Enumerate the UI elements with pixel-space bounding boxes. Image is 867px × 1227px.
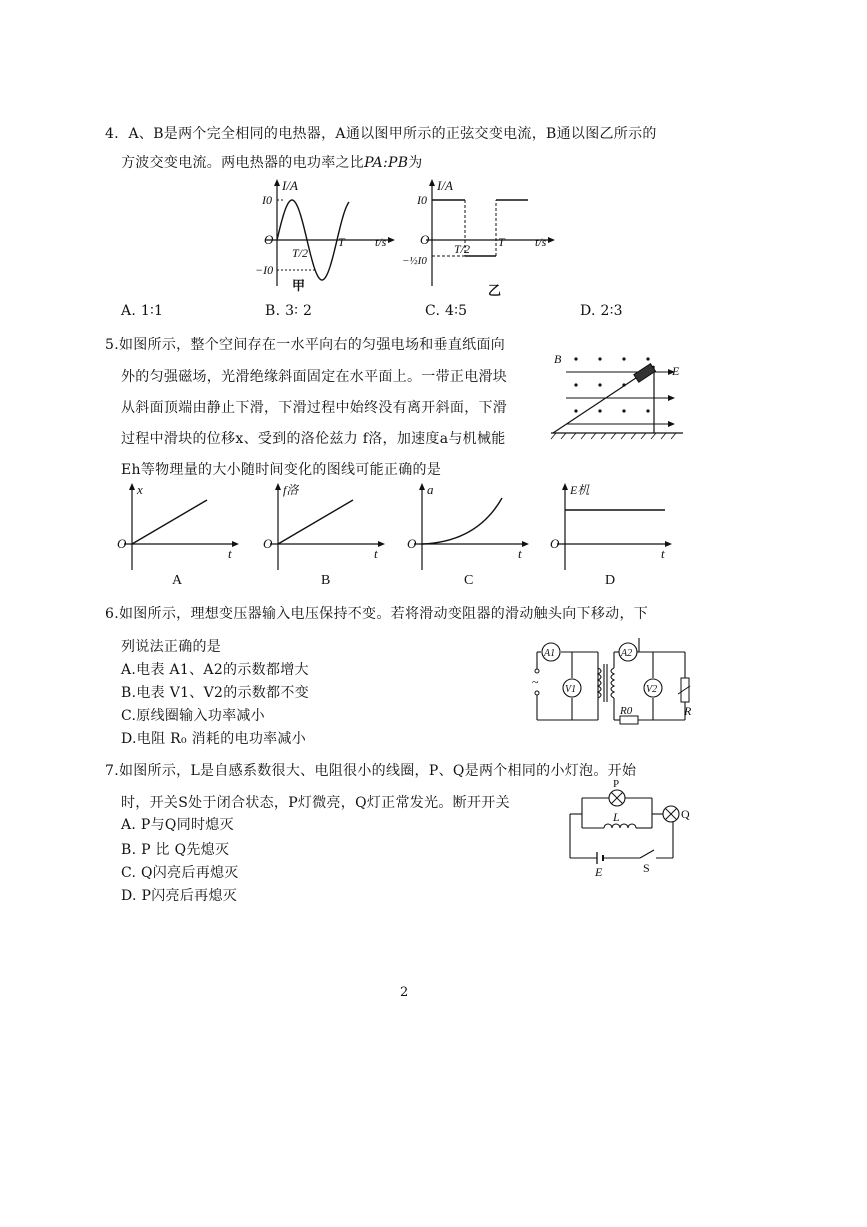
q4-line1: 4．A、B是两个完全相同的电热器，A通以图甲所示的正弦交变电流，B通以图乙所示的	[105, 126, 657, 142]
jia-xlabel: t/s	[375, 235, 387, 249]
q7-line2: 时，开关S处于闭合状态，P灯微亮，Q灯正常发光。断开开关	[121, 795, 510, 811]
q7-option-a: A. P与Q同时熄灭	[121, 817, 234, 833]
q6-option-b: B.电表 V1、V2的示数都不变	[121, 685, 310, 701]
q7-e-label: E	[595, 865, 603, 879]
jia-ymin: −I0	[255, 263, 274, 277]
graph-a-origin: O	[117, 536, 127, 551]
q4-option-b: B. 3∶ 2	[265, 303, 313, 319]
q5-line5: Eh等物理量的大小随时间变化的图线可能正确的是	[121, 462, 442, 478]
yi-ymin: −½I0	[402, 255, 427, 267]
q4-line2-post: 为	[408, 155, 423, 171]
q7-option-c: C. Q闪亮后再熄灭	[121, 865, 239, 881]
q6-a1-label: A1	[544, 648, 556, 659]
q4-formula: PA:PB	[364, 155, 409, 171]
q6-transformer-circuit	[528, 638, 708, 728]
q6-a2-label: A2	[621, 648, 633, 659]
yi-origin: O	[420, 232, 430, 247]
q4-option-d: D. 2∶3	[580, 303, 623, 319]
graph-a-xlabel: t	[228, 546, 232, 561]
yi-xlabel: t/s	[535, 235, 547, 249]
q5-graph-b	[258, 480, 388, 590]
jia-origin: O	[264, 232, 274, 247]
q7-option-d: D. P闪亮后再熄灭	[121, 888, 238, 904]
q6-r-label: R	[684, 704, 692, 718]
graph-d-origin: O	[550, 536, 560, 551]
q4-option-c: C. 4∶5	[425, 303, 468, 319]
q6-r0-label: R0	[620, 705, 633, 717]
graph-d-caption: D	[605, 573, 616, 588]
q6-option-c: C.原线圈输入功率减小	[121, 708, 265, 724]
graph-c-caption: C	[464, 573, 474, 588]
graph-a-caption: A	[172, 573, 183, 588]
q6-v2-label: V2	[646, 684, 658, 695]
graph-b-caption: B	[321, 573, 331, 588]
yi-half: T/2	[454, 242, 471, 256]
q5-line2: 外的匀强磁场，光滑绝缘斜面固定在水平面上。一带正电滑块	[121, 369, 508, 385]
graph-d-xlabel: t	[661, 546, 665, 561]
q6-line1: 6.如图所示，理想变压器输入电压保持不变。若将滑动变阻器的滑动触头向下移动，下	[105, 606, 649, 622]
jia-caption: 甲	[292, 278, 306, 293]
graph-c-origin: O	[407, 536, 417, 551]
q5-graph-c	[402, 480, 532, 590]
graph-a-ylabel: x	[137, 482, 143, 497]
q7-inductor-circuit	[560, 776, 700, 881]
yi-full: T	[498, 235, 505, 249]
jia-ymax: I0	[262, 193, 272, 207]
yi-ymax: I0	[417, 193, 427, 207]
q5-graph-a	[112, 480, 242, 590]
q7-line1: 7.如图所示，L是自感系数很大、电阻很小的线圈，P、Q是两个相同的小灯泡。开始	[105, 763, 637, 779]
q4-line2-pre: 方波交变电流。两电热器的电功率之比	[121, 155, 365, 171]
q5-line4: 过程中滑块的位移x、受到的洛伦兹力 f洛，加速度a与机械能	[121, 431, 506, 447]
graph-b-xlabel: t	[374, 546, 378, 561]
q5-line3: 从斜面顶端由静止下滑，下滑过程中始终没有离开斜面，下滑	[121, 400, 508, 416]
graph-b-origin: O	[263, 536, 273, 551]
yi-ylabel: I/A	[437, 178, 453, 193]
q4-figure-jia	[250, 178, 400, 303]
q4-figure-yi	[402, 178, 560, 303]
q4-option-a: A. 1∶1	[121, 303, 164, 319]
q7-l-label: L	[613, 810, 620, 824]
q4-line2	[121, 152, 423, 172]
q5-fig-e-label: E	[672, 364, 680, 378]
q6-option-d: D.电阻 R₀ 消耗的电功率减小	[121, 731, 307, 747]
q5-line1: 5.如图所示，整个空间存在一水平向右的匀强电场和垂直纸面向	[105, 337, 506, 353]
q7-option-b: B. P 比 Q先熄灭	[121, 842, 230, 858]
jia-ylabel: I/A	[282, 178, 298, 193]
graph-c-xlabel: t	[518, 546, 522, 561]
q7-s-label: S	[643, 861, 650, 875]
page-number: 2	[400, 985, 409, 1000]
q6-option-a: A.电表 A1、A2的示数都增大	[121, 662, 309, 678]
graph-c-ylabel: a	[427, 482, 434, 497]
jia-full: T	[338, 235, 345, 249]
q6-line2: 列说法正确的是	[121, 639, 222, 655]
yi-caption: 乙	[488, 283, 502, 298]
jia-half: T/2	[292, 246, 309, 260]
q5-fig-b-label: B	[554, 352, 562, 366]
q6-source-label: ~	[532, 675, 539, 689]
graph-d-ylabel: E机	[570, 483, 590, 497]
graph-b-ylabel: f洛	[283, 483, 299, 497]
q7-q-label: Q	[681, 807, 690, 821]
q6-v1-label: V1	[565, 684, 577, 695]
q5-incline-figure	[548, 348, 688, 443]
q7-p-label: P	[613, 778, 620, 790]
q5-graph-d	[545, 480, 675, 590]
